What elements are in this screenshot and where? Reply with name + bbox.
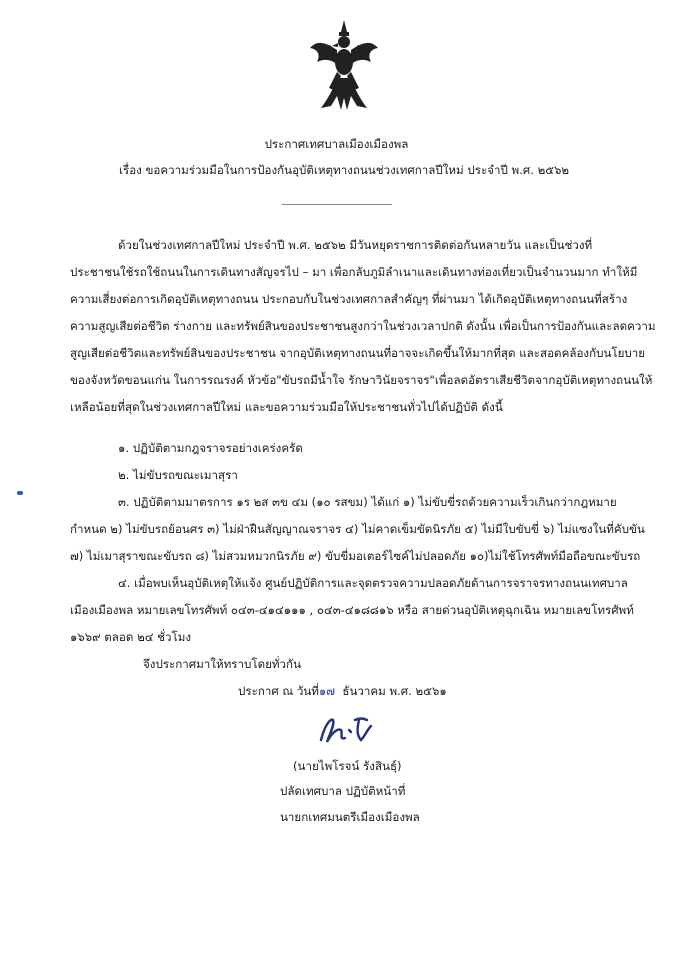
title-divider [282, 204, 392, 205]
announcement-date [238, 684, 447, 699]
signer-position: ปลัดเทศบาล ปฏิบัติหน้าที่ [280, 784, 406, 798]
body-line: เหลือน้อยที่สุดในช่วงเทศกาลปีใหม่ และขอความร่วมมือให้ประชาชนทั่วไปได้ปฏิบัติ ดังนี้ [70, 400, 503, 414]
signer-position: นายกเทศมนตรีเมืองเมืองพล [280, 810, 420, 824]
announcement-subject: เรื่อง ขอความร่วมมือในการป้องกันอุบัติเหตุทางถนนช่วงเทศกาลปีใหม่ ประจำปี พ.ศ. ๒๕๖๒ [119, 163, 569, 177]
body-line: ความเสี่ยงต่อการเกิดอุบัติเหตุทางถนน ประกอบกับในช่วงเทศกาลสำคัญๆ ที่ผ่านมา ได้เกิดอุบัติเหตุทางถนนที่สร้าง [70, 292, 628, 306]
list-item: ๑. ปฏิบัติตามกฎจราจรอย่างเคร่งครัด [118, 441, 303, 455]
list-item-continuation: เมืองเมืองพล หมายเลขโทรศัพท์ ๐๔๓-๔๑๔๑๑๑ , ๐๔๓-๔๑๘๘๑๖ หรือ สายด่วนอุบัติเหตุฉุกเฉิน หมายเลขโทรศัพท์ [70, 603, 634, 617]
body-line: ความสูญเสียต่อชีวิต ร่างกาย และทรัพย์สินของประชาชนสูงกว่าในช่วงเวลาปกติ ดังนั้น เพื่อเป็นการป้องกันและลดความ [70, 319, 656, 333]
list-item: ๓. ปฏิบัติตามมาตรการ ๑ร ๒ส ๓ข ๔ม (๑๐ รสขม) ได้แก่ ๑) ไม่ขับขี่รถด้วยความเร็วเกินกว่ากฎหมาย [118, 495, 617, 509]
body-line: ประชาชนใช้รถใช้ถนนในการเดินทางสัญจรไป – มา เพื่อกลับภูมิลำเนาและเดินทางท่องเที่ยวเป็นจำนวนมาก ทำให้มี [70, 265, 638, 279]
date-day: ๑๗ [318, 684, 335, 698]
date-prefix: ประกาศ ณ วันที่ [238, 684, 319, 698]
list-item: ๔. เมื่อพบเห็นอุบัติเหตุให้แจ้ง ศูนย์ปฏิบัติการและจุดตรวจความปลอดภัยด้านการจราจรทางถนนเทศบาล [118, 576, 628, 590]
body-line: ของจังหวัดขอนแก่น ในการรณรงค์ หัวข้อ"ขับรถมีน้ำใจ รักษาวินัยจราจร"เพื่อลดอัตราเสียชีวิตจากอุบัติเหตุทางถนนให้ [70, 373, 653, 387]
list-item-continuation: ๑๖๖๙ ตลอด ๒๔ ชั่วโมง [70, 630, 192, 644]
signature-mark [315, 710, 377, 748]
body-line: ด้วยในช่วงเทศกาลปีใหม่ ประจำปี พ.ศ. ๒๕๖๒ มีวันหยุดราชการติดต่อกันหลายวัน และเป็นช่วงที่ [118, 238, 593, 252]
signer-name: (นายไพโรจน์ รังสินธุ์) [293, 759, 402, 773]
garuda-emblem-icon [307, 18, 381, 114]
list-item-continuation: กำหนด ๒) ไม่ขับรถย้อนศร ๓) ไม่ฝ่าฝืนสัญญาณจราจร ๔) ไม่คาดเข็มขัดนิรภัย ๕) ไม่มีใบขับขี่ ๖) ไม่แซงในที่คับขัน [70, 522, 645, 536]
closing-statement: จึงประกาศมาให้ทราบโดยทั่วกัน [143, 657, 301, 671]
body-line: สูญเสียต่อชีวิตและทรัพย์สินของประชาชน จากอุบัติเหตุทางถนนที่อาจจะเกิดขึ้นให้มากที่สุด และสอดคล้องกับนโยบาย [70, 346, 646, 360]
scan-mark [17, 491, 23, 495]
list-item: ๒. ไม่ขับรถขณะเมาสุรา [118, 468, 238, 482]
date-month-year: ธันวาคม พ.ศ. ๒๕๖๑ [342, 684, 447, 698]
announcement-title: ประกาศเทศบาลเมืองเมืองพล [264, 137, 409, 151]
list-item-continuation: ๗) ไม่เมาสุราขณะขับรถ ๘) ไม่สวมหมวกนิรภัย ๙) ขับขี่มอเตอร์ไซค์ไม่ปลอดภัย ๑๐)ไม่ใช้โทรศัพท์มือถือขณะขับรถ [70, 549, 641, 563]
